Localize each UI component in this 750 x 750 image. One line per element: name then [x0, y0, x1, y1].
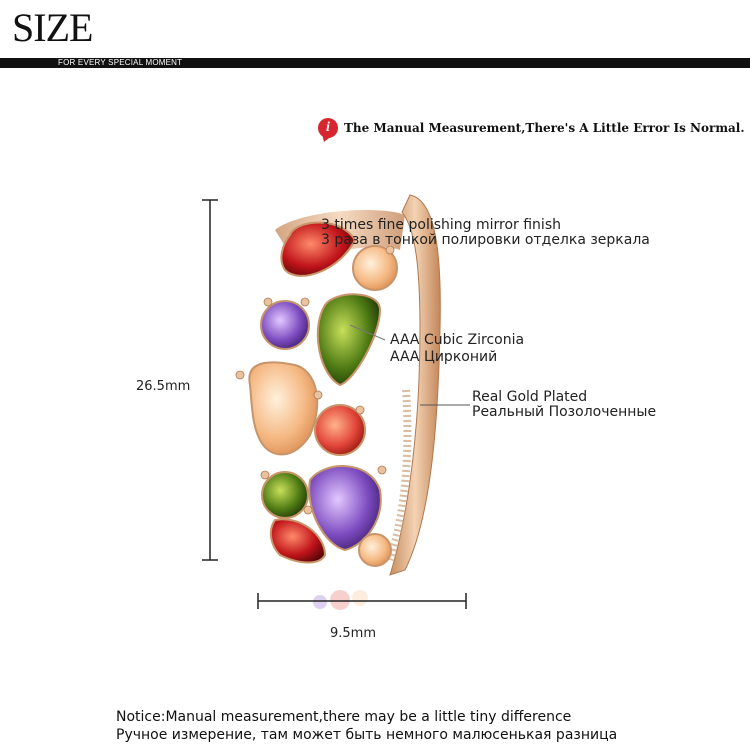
width-label: 9.5mm: [330, 626, 377, 641]
footer-notice-en: Notice:Manual measurement,there may be a little tiny difference: [116, 709, 572, 725]
polish-label-ru: 3 раза в тонкой полировки отделка зеркала: [321, 232, 650, 248]
stone-label-en: AAA Cubic Zirconia: [390, 332, 525, 348]
plating-label-ru: Реальный Позолоченные: [472, 404, 657, 420]
notice-text: The Manual Measurement,There's A Little Error Is Normal.: [344, 121, 745, 135]
polish-label-en: 3 times fine polishing mirror finish: [321, 217, 561, 233]
info-icon: i: [318, 118, 338, 138]
stone-label-ru: AAA Цирконий: [390, 349, 498, 365]
height-label: 26.5mm: [136, 379, 191, 394]
brand-title: SIZE: [12, 5, 93, 50]
footer-notice-ru: Ручное измерение, там может быть немного малюсенькая разница: [116, 727, 618, 743]
width-dimension-line: [256, 592, 468, 610]
brand-subtitle: FOR EVERY SPECIAL MOMENT: [58, 58, 183, 67]
height-dimension-line: [200, 198, 220, 562]
measurement-notice: [318, 116, 745, 140]
plating-label-en: Real Gold Plated: [472, 389, 588, 405]
